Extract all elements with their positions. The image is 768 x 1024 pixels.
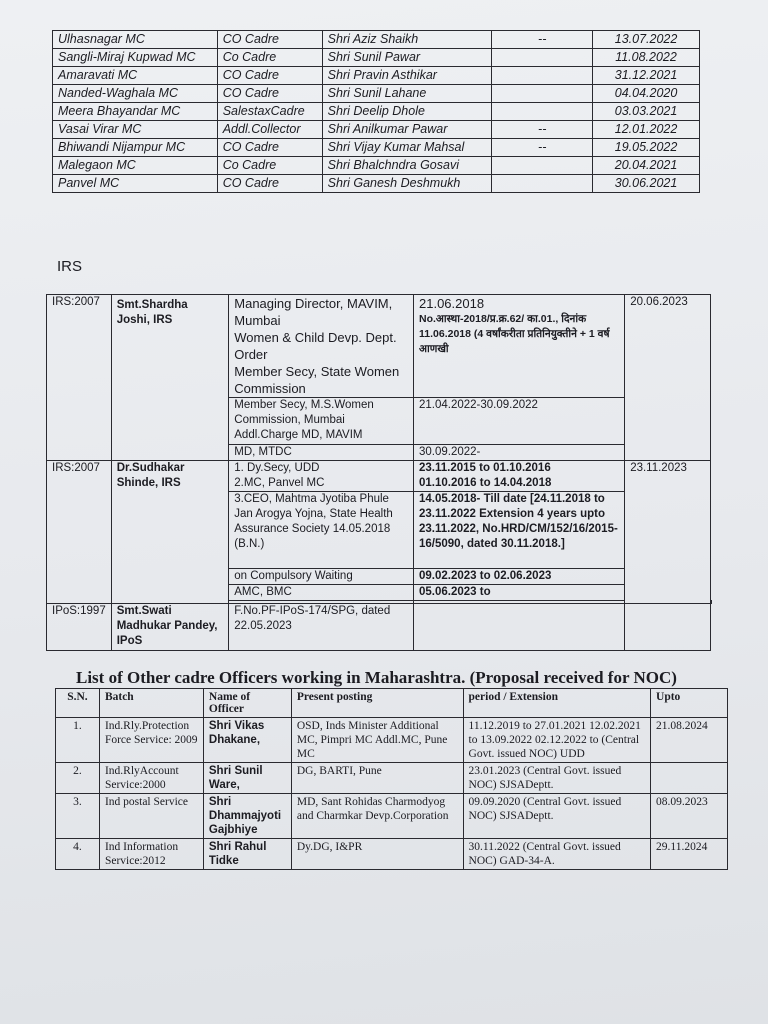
mc-row <box>53 31 700 49</box>
mc-row <box>53 103 700 121</box>
upto-date: 23.11.2023 <box>625 461 711 604</box>
posting-cell <box>229 295 414 398</box>
period-cell <box>414 604 625 651</box>
note-cell <box>492 103 593 121</box>
mc-row <box>53 49 700 67</box>
posting-cell: Dy.DG, I&PR <box>291 839 463 870</box>
posting-cell <box>229 461 414 492</box>
batch-cell: Ind.RlyAccount Service:2000 <box>99 763 203 794</box>
other-cadre-officers-table <box>55 688 728 870</box>
officer-name: Shri Sunil Ware, <box>203 763 291 794</box>
upto-date: 20.06.2023 <box>625 295 711 461</box>
municipal-corporation-table <box>52 30 700 193</box>
period-cell: 11.12.2019 to 27.01.2021 12.02.2021 to 13.09.2022 02.12.2022 to (Central Govt. issued NOC) UDD <box>463 718 650 763</box>
joining-date: 11.08.2022 <box>593 49 700 67</box>
period-line: 01.10.2016 to 14.04.2018 <box>419 477 552 489</box>
header-upto: Upto <box>651 689 728 718</box>
header-posting: Present posting <box>291 689 463 718</box>
joining-date: 13.07.2022 <box>593 31 700 49</box>
irs-row <box>47 461 712 492</box>
corporation-name: Bhiwandi Nijampur MC <box>53 139 218 157</box>
cadre-type: Addl.Collector <box>217 121 322 139</box>
cadre-type: SalestaxCadre <box>217 103 322 121</box>
officer-name: Shri Pravin Asthikar <box>322 67 492 85</box>
period-cell: 05.06.2023 to <box>414 585 625 601</box>
posting-line: Women & Child Devp. Dept. Order <box>234 330 397 362</box>
corporation-name: Nanded-Waghala MC <box>53 85 218 103</box>
serial-number: 4. <box>56 839 100 870</box>
batch-cell: Ind Information Service:2012 <box>99 839 203 870</box>
cadre-type: Co Cadre <box>217 157 322 175</box>
officer-name: Shri Anilkumar Pawar <box>322 121 492 139</box>
note-cell <box>492 85 593 103</box>
note-cell: -- <box>492 31 593 49</box>
posting-line: 1. Dy.Secy, UDD <box>234 462 320 474</box>
posting-cell: MD, Sant Rohidas Charmodyog and Charmkar Devp.Corporation <box>291 794 463 839</box>
officer-row <box>56 839 728 870</box>
officer-name: Shri Rahul Tidke <box>203 839 291 870</box>
corporation-name: Panvel MC <box>53 175 218 193</box>
upto-date: 08.09.2023 <box>651 794 728 839</box>
header-row <box>56 689 728 718</box>
posting-cell: 3.CEO, Mahtma Jyotiba Phule Jan Arogya Yojna, State Health Assurance Society 14.05.2018 (B.N.) <box>229 492 414 569</box>
officer-name: Shri Vikas Dhakane, <box>203 718 291 763</box>
corporation-name: Malegaon MC <box>53 157 218 175</box>
posting-cell: on Compulsory Waiting <box>229 569 414 585</box>
cadre-type: CO Cadre <box>217 175 322 193</box>
period-cell: 23.01.2023 (Central Govt. issued NOC) SJSADeptt. <box>463 763 650 794</box>
note-cell <box>492 157 593 175</box>
irs-officers-table <box>46 294 712 651</box>
posting-cell: OSD, Inds Minister Additional MC, Pimpri MC Addl.MC, Pune MC <box>291 718 463 763</box>
period-cell <box>414 461 625 492</box>
period-cell <box>414 295 625 398</box>
period-line: 23.11.2015 to 01.10.2016 <box>419 462 551 474</box>
mc-row <box>53 175 700 193</box>
batch-cell: Ind postal Service <box>99 794 203 839</box>
batch-cell: Ind.Rly.Protection Force Service: 2009 <box>99 718 203 763</box>
officer-name: Smt.Swati Madhukar Pandey, IPoS <box>111 604 229 651</box>
cadre-type: CO Cadre <box>217 139 322 157</box>
corporation-name: Sangli-Miraj Kupwad MC <box>53 49 218 67</box>
note-cell: -- <box>492 139 593 157</box>
cadre-type: Co Cadre <box>217 49 322 67</box>
serial-number: 1. <box>56 718 100 763</box>
officer-name: Smt.Shardha Joshi, IRS <box>111 295 229 461</box>
batch-cell: IRS:2007 <box>47 295 112 461</box>
joining-date: 20.04.2021 <box>593 157 700 175</box>
officer-name: Shri Sunil Lahane <box>322 85 492 103</box>
period-cell: 21.04.2022-30.09.2022 <box>414 398 625 445</box>
posting-cell: AMC, BMC <box>229 585 414 601</box>
joining-date: 03.03.2021 <box>593 103 700 121</box>
upto-date: 21.08.2024 <box>651 718 728 763</box>
officer-name: Shri Sunil Pawar <box>322 49 492 67</box>
officer-row <box>56 763 728 794</box>
corporation-name: Ulhasnagar MC <box>53 31 218 49</box>
header-sn: S.N. <box>56 689 100 718</box>
officer-row <box>56 718 728 763</box>
joining-date: 04.04.2020 <box>593 85 700 103</box>
officer-name: Shri Aziz Shaikh <box>322 31 492 49</box>
officer-name: Shri Vijay Kumar Mahsal <box>322 139 492 157</box>
period-cell: 14.05.2018- Till date [24.11.2018 to 23.11.2022 Extension 4 years upto 23.11.2022, No.HRD/CM/152/16/2015-16/5090, dated 30.11.2018.] <box>414 492 625 569</box>
note-cell <box>492 49 593 67</box>
period-cell: 09.02.2023 to 02.06.2023 <box>414 569 625 585</box>
mc-row <box>53 67 700 85</box>
posting-line: 2.MC, Panvel MC <box>234 477 325 489</box>
mc-row <box>53 121 700 139</box>
irs-row <box>47 604 712 651</box>
officer-name: Shri Ganesh Deshmukh <box>322 175 492 193</box>
period-cell: 30.11.2022 (Central Govt. issued NOC) GAD-34-A. <box>463 839 650 870</box>
irs-heading: IRS <box>57 258 83 275</box>
irs-row <box>47 295 712 398</box>
cadre-type: CO Cadre <box>217 85 322 103</box>
officer-row <box>56 794 728 839</box>
serial-number: 3. <box>56 794 100 839</box>
list-title: List of Other cadre Officers working in Maharashtra. (Proposal received for NOC) <box>76 668 677 687</box>
officer-name: Shri Bhalchndra Gosavi <box>322 157 492 175</box>
period-cell: 30.09.2022- <box>414 445 625 461</box>
officer-name: Dr.Sudhakar Shinde, IRS <box>111 461 229 604</box>
posting-line: Member Secy, State Women Commission <box>234 364 400 396</box>
posting-cell: MD, MTDC <box>229 445 414 461</box>
cadre-type: CO Cadre <box>217 31 322 49</box>
note-cell <box>492 67 593 85</box>
mc-row <box>53 139 700 157</box>
mc-row <box>53 85 700 103</box>
period-cell: 09.09.2020 (Central Govt. issued NOC) SJSADeptt. <box>463 794 650 839</box>
upto-date <box>651 763 728 794</box>
officer-name: Shri Deelip Dhole <box>322 103 492 121</box>
period-date: 21.06.2018 <box>419 296 485 311</box>
mc-row <box>53 157 700 175</box>
posting-cell: F.No.PF-IPoS-174/SPG, dated 22.05.2023 <box>229 604 414 651</box>
note-cell: -- <box>492 121 593 139</box>
batch-cell: IPoS:1997 <box>47 604 112 651</box>
joining-date: 12.01.2022 <box>593 121 700 139</box>
batch-cell: IRS:2007 <box>47 461 112 604</box>
joining-date: 19.05.2022 <box>593 139 700 157</box>
upto-date <box>625 604 711 651</box>
posting-line: Managing Director, MAVIM, Mumbai <box>234 296 393 328</box>
cadre-type: CO Cadre <box>217 67 322 85</box>
header-period: period / Extension <box>463 689 650 718</box>
note-cell <box>492 175 593 193</box>
posting-cell: Member Secy, M.S.Women Commission, Mumbai Addl.Charge MD, MAVIM <box>229 398 414 445</box>
officer-name: Shri Dhammajyoti Gajbhiye <box>203 794 291 839</box>
corporation-name: Amaravati MC <box>53 67 218 85</box>
header-name: Name of Officer <box>203 689 291 718</box>
serial-number: 2. <box>56 763 100 794</box>
joining-date: 31.12.2021 <box>593 67 700 85</box>
order-reference: No.आस्था-2018/प्र.क्र.62/ का.01., दिनांक 11.06.2018 (4 वर्षांकरीता प्रतिनियुक्तीने + 1 वर्ष आणखी <box>419 313 610 355</box>
upto-date: 29.11.2024 <box>651 839 728 870</box>
corporation-name: Meera Bhayandar MC <box>53 103 218 121</box>
joining-date: 30.06.2021 <box>593 175 700 193</box>
corporation-name: Vasai Virar MC <box>53 121 218 139</box>
posting-cell: DG, BARTI, Pune <box>291 763 463 794</box>
header-batch: Batch <box>99 689 203 718</box>
